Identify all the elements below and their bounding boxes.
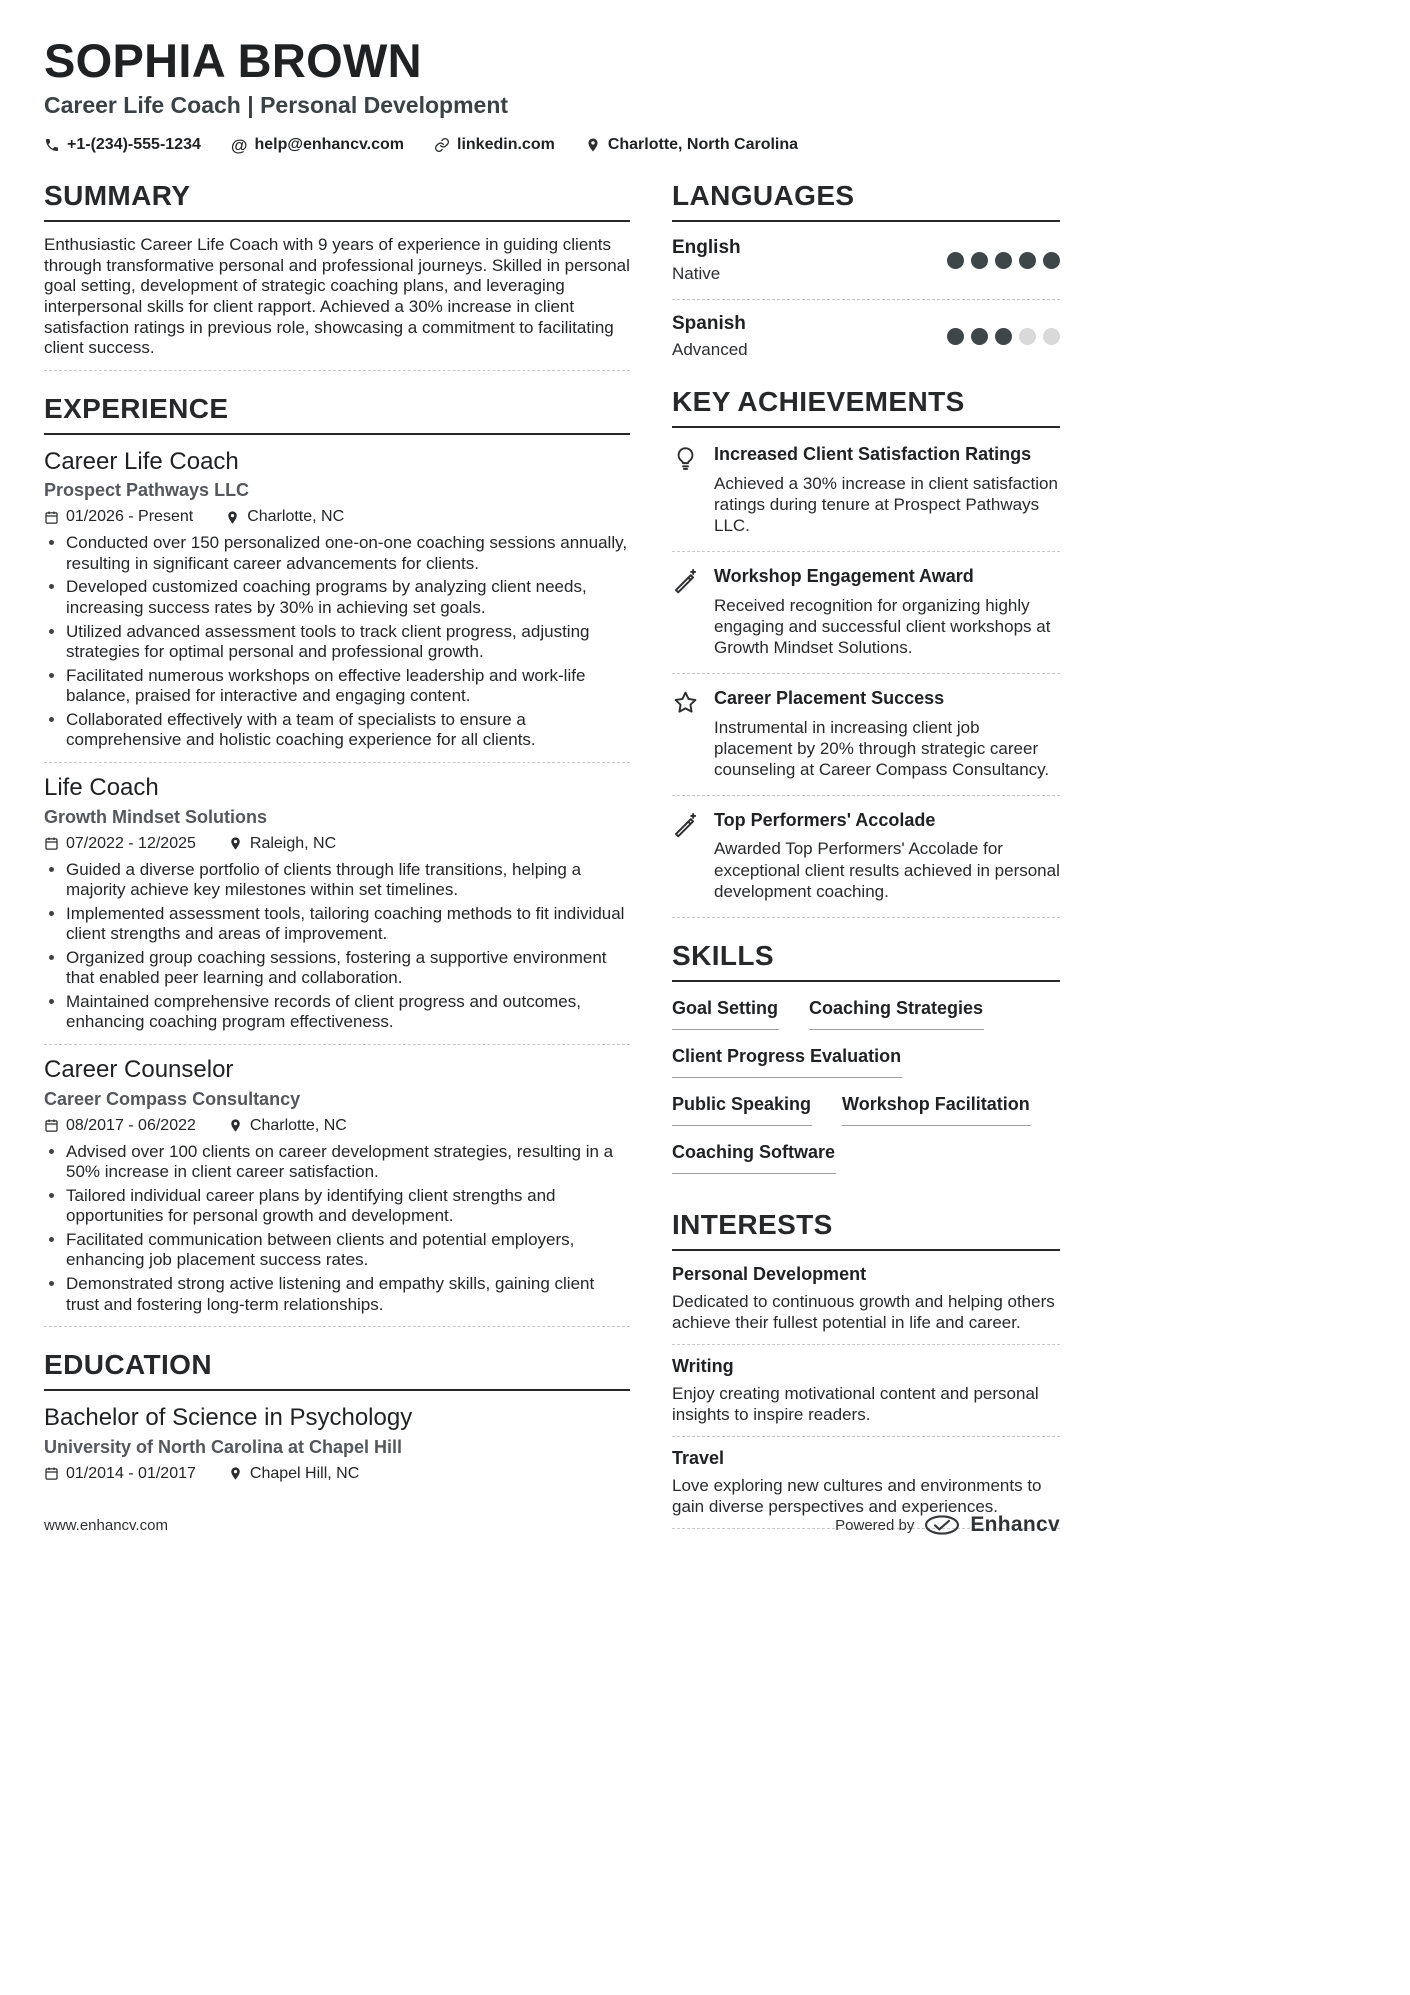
bullet: • Implemented assessment tools, tailoring coaching methods to fit individual client strengths and areas of improvement. xyxy=(66,904,630,945)
interests-heading: INTERESTS xyxy=(672,1209,1060,1251)
achievement-title: Career Placement Success xyxy=(714,688,945,708)
dot xyxy=(1043,252,1060,269)
degree-title: Bachelor of Science in Psychology xyxy=(44,1404,413,1432)
language-proficiency-dots xyxy=(947,252,1060,269)
dates-text: 07/2022 - 12/2025 xyxy=(66,834,196,852)
phone-link[interactable] xyxy=(44,136,201,154)
company-name: Growth Mindset Solutions xyxy=(44,806,267,827)
candidate-headline: Career Life Coach | Personal Development xyxy=(44,92,509,119)
summary-heading: SUMMARY xyxy=(44,180,630,222)
job-meta xyxy=(44,1117,630,1135)
skill-tag: Coaching Strategies xyxy=(809,995,984,1030)
achievement-item xyxy=(672,685,1060,784)
job-bullets xyxy=(44,533,630,751)
dot xyxy=(947,328,964,345)
dashed-divider xyxy=(44,1044,630,1045)
dates-text: 01/2014 - 01/2017 xyxy=(66,1464,196,1482)
phone-text: +1-(234)-555-1234 xyxy=(67,136,201,154)
interest-text: Love exploring new cultures and environments to gain diverse perspectives and experiences. xyxy=(672,1475,1042,1517)
education-heading: EDUCATION xyxy=(44,1349,630,1391)
dashed-divider xyxy=(672,673,1060,674)
location-pin-icon xyxy=(225,510,240,525)
bullet: • Demonstrated strong active listening and empathy skills, gaining client trust and fostering long-term relationships. xyxy=(66,1274,630,1315)
language-proficiency-dots xyxy=(947,328,1060,345)
job-title: Career Life Coach xyxy=(44,447,239,475)
dot xyxy=(971,328,988,345)
footer xyxy=(44,1513,1060,1537)
contact-row xyxy=(44,136,1060,154)
job-bullets xyxy=(44,1142,630,1316)
link-icon xyxy=(434,137,450,153)
left-column xyxy=(44,180,630,1551)
education-entry xyxy=(44,1404,630,1483)
bullet: • Organized group coaching sessions, fostering a supportive environment that enabled peer learning and collaboration. xyxy=(66,948,630,989)
job-location xyxy=(228,835,336,853)
language-level: Advanced xyxy=(672,340,748,360)
interests-section xyxy=(672,1209,1060,1529)
location xyxy=(585,136,798,154)
location-text: Charlotte, North Carolina xyxy=(607,136,799,154)
languages-heading: LANGUAGES xyxy=(672,180,1060,222)
language-row xyxy=(672,311,1060,364)
education-section xyxy=(44,1349,630,1483)
bullet: • Utilized advanced assessment tools to track client progress, adjusting strategies for optimal personal and professional growth. xyxy=(66,622,630,663)
education-dates xyxy=(44,1465,196,1483)
location-text: Raleigh, NC xyxy=(249,834,337,852)
bullet: • Advised over 100 clients on career development strategies, resulting in a 50% increase in client career satisfaction. xyxy=(66,1142,630,1183)
dot xyxy=(947,252,964,269)
star-icon xyxy=(672,689,699,716)
experience-section xyxy=(44,393,630,1327)
dot xyxy=(1019,328,1036,345)
school-name: University of North Carolina at Chapel Hill xyxy=(44,1436,403,1457)
achievement-text: Awarded Top Performers' Accolade for exceptional client results achieved in personal development coaching. xyxy=(714,839,1060,901)
skills-list xyxy=(672,995,1060,1187)
bullet: • Maintained comprehensive records of client progress and outcomes, enhancing coaching program effectiveness. xyxy=(66,992,630,1033)
interest-item xyxy=(672,1356,1060,1425)
location-pin-icon xyxy=(228,1118,243,1133)
language-name: Spanish xyxy=(672,313,746,335)
dashed-divider xyxy=(672,1344,1060,1345)
bullet: • Guided a diverse portfolio of clients through life transitions, helping a majority achieve key milestones within set timelines. xyxy=(66,860,630,901)
bullet: • Conducted over 150 personalized one-on-one coaching sessions annually, resulting in significant career advancements for clients. xyxy=(66,533,630,574)
location-pin-icon xyxy=(228,1466,243,1481)
dates-text: 01/2026 - Present xyxy=(66,508,194,526)
calendar-icon xyxy=(44,836,59,851)
dashed-divider xyxy=(672,795,1060,796)
dashed-divider xyxy=(672,917,1060,918)
bullet: • Collaborated effectively with a team of specialists to ensure a comprehensive and holistic coaching experience for all clients. xyxy=(66,710,630,751)
language-name: English xyxy=(672,237,741,259)
candidate-name: SOPHIA BROWN xyxy=(44,34,422,87)
dot xyxy=(1019,252,1036,269)
achievement-title: Top Performers' Accolade xyxy=(714,809,936,830)
interest-text: Enjoy creating motivational content and personal insights to inspire readers. xyxy=(672,1383,1039,1424)
calendar-icon xyxy=(44,1466,59,1481)
achievement-item xyxy=(672,563,1060,662)
job-location xyxy=(225,508,344,526)
education-location xyxy=(228,1465,359,1483)
job-bullets xyxy=(44,860,630,1034)
achievement-item xyxy=(672,807,1060,906)
calendar-icon xyxy=(44,1118,59,1133)
location-pin-icon xyxy=(228,836,243,851)
skill-tag: Coaching Software xyxy=(672,1139,836,1174)
skill-tag: Workshop Facilitation xyxy=(842,1091,1031,1126)
skills-heading: SKILLS xyxy=(672,940,1060,982)
interest-title: Travel xyxy=(672,1447,725,1468)
dashed-divider xyxy=(44,1326,630,1327)
skill-tag: Public Speaking xyxy=(672,1091,812,1126)
dashed-divider xyxy=(672,1436,1060,1437)
job-location xyxy=(228,1117,347,1135)
achievement-title: Increased Client Satisfaction Ratings xyxy=(714,444,1032,465)
company-name: Career Compass Consultancy xyxy=(44,1088,301,1109)
wand-icon xyxy=(672,567,699,594)
interest-title: Personal Development xyxy=(672,1263,867,1284)
linkedin-link[interactable] xyxy=(434,136,555,154)
right-column xyxy=(672,180,1060,1551)
bullet: • Developed customized coaching programs by analyzing client needs, increasing success rates by 30% in achieving set goals. xyxy=(66,577,630,618)
calendar-icon xyxy=(44,510,59,525)
language-row xyxy=(672,235,1060,288)
powered-by-label: Powered by xyxy=(835,1516,915,1534)
bullet: • Tailored individual career plans by identifying client strengths and opportunities for personal growth and development. xyxy=(66,1186,630,1227)
wand-icon xyxy=(672,811,699,838)
company-name: Prospect Pathways LLC xyxy=(44,480,250,501)
achievement-item xyxy=(672,441,1060,540)
achievement-text: Instrumental in increasing client job placement by 20% through strategic career counseling at Career Compass Consultancy. xyxy=(714,717,1050,779)
enhancv-logo-icon xyxy=(924,1514,960,1536)
experience-entry xyxy=(44,774,630,1045)
location-text: Chapel Hill, NC xyxy=(249,1464,360,1482)
dates-text: 08/2017 - 06/2022 xyxy=(66,1116,196,1134)
lightbulb-icon xyxy=(672,445,699,472)
bullet: • Facilitated communication between clients and potential employers, enhancing job placement success rates. xyxy=(66,1230,630,1271)
footer-website-link[interactable]: www.enhancv.com xyxy=(44,1516,168,1534)
dashed-divider xyxy=(672,551,1060,552)
website-text: linkedin.com xyxy=(457,136,555,154)
summary-text: Enthusiastic Career Life Coach with 9 years of experience in guiding clients through transformative personal and professional journeys. Skilled in personal goal setting, development of strategic coaching plans, and leveraging interpersonal skills for client rapport. Achieved a 30% increase in client satisfaction ratings in previous role, showcasing a commitment to facilitating client success. xyxy=(44,235,630,358)
dot xyxy=(995,328,1012,345)
bullet: • Facilitated numerous workshops on effective leadership and work-life balance, praised for interactive and engaging content. xyxy=(66,666,630,707)
experience-heading: EXPERIENCE xyxy=(44,393,630,435)
languages-section xyxy=(672,180,1060,364)
language-level: Native xyxy=(672,264,721,284)
job-dates xyxy=(44,835,196,853)
job-title: Life Coach xyxy=(44,773,159,801)
dashed-divider xyxy=(44,370,630,371)
key-achievements-heading: KEY ACHIEVEMENTS xyxy=(672,386,1060,428)
dashed-divider xyxy=(672,299,1060,300)
skills-section xyxy=(672,940,1060,1187)
dashed-divider xyxy=(44,762,630,763)
education-meta xyxy=(44,1465,630,1483)
enhancv-brand-link[interactable]: Enhancv xyxy=(970,1513,1060,1536)
email-link[interactable] xyxy=(231,136,404,154)
skill-tag: Client Progress Evaluation xyxy=(672,1043,902,1078)
achievement-title: Workshop Engagement Award xyxy=(714,566,974,587)
experience-entry xyxy=(44,1056,630,1327)
location-text: Charlotte, NC xyxy=(249,1116,347,1134)
email-text: help@enhancv.com xyxy=(254,136,405,154)
interest-item xyxy=(672,1264,1060,1333)
interest-item xyxy=(672,1448,1060,1517)
achievement-text: Achieved a 30% increase in client satisfaction ratings during tenure at Prospect Pathways LLC. xyxy=(714,473,1058,536)
skill-tag: Goal Setting xyxy=(672,995,779,1030)
location-text: Charlotte, NC xyxy=(247,508,345,526)
interest-title: Writing xyxy=(672,1355,734,1376)
achievement-text: Received recognition for organizing highly engaging and successful client workshops at Growth Mindset Solutions. xyxy=(714,595,1051,657)
job-meta xyxy=(44,508,630,526)
location-pin-icon xyxy=(585,137,601,153)
phone-icon xyxy=(44,137,60,153)
at-icon: @ xyxy=(230,135,248,155)
job-title: Career Counselor xyxy=(44,1056,234,1084)
job-meta xyxy=(44,835,630,853)
dot xyxy=(1043,328,1060,345)
header xyxy=(44,36,1060,154)
powered-by xyxy=(835,1513,1060,1537)
interest-text: Dedicated to continuous growth and helping others achieve their fullest potential in life and career. xyxy=(672,1291,1055,1332)
dot xyxy=(971,252,988,269)
dot xyxy=(995,252,1012,269)
key-achievements-section xyxy=(672,386,1060,917)
job-dates xyxy=(44,508,193,526)
experience-entry xyxy=(44,448,630,763)
job-dates xyxy=(44,1117,196,1135)
summary-section xyxy=(44,180,630,370)
